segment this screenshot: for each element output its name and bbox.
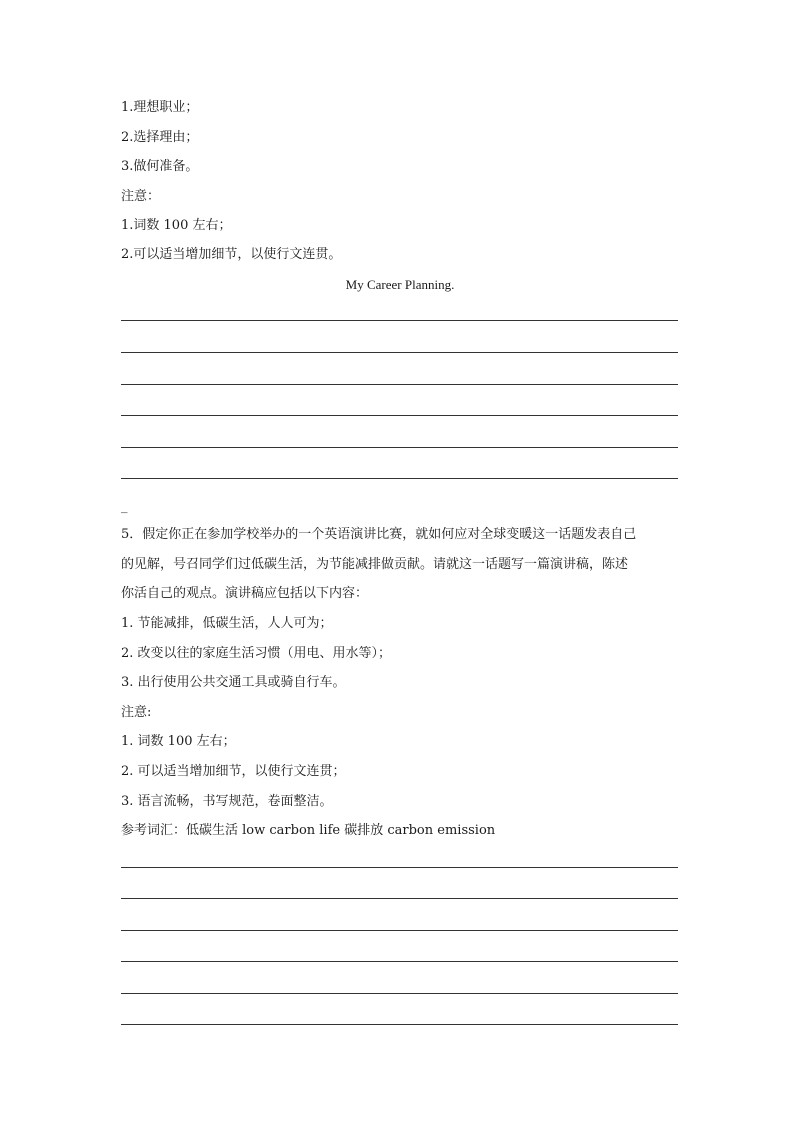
- note-add-details: 2.可以适当增加细节，以使行文连贯。: [121, 247, 342, 262]
- prompt-line: 你活自己的观点。演讲稿应包括以下内容：: [121, 586, 369, 601]
- answer-line: [121, 320, 678, 321]
- content-item-energy-saving: 1. 节能减排，低碳生活，人人可为；: [121, 616, 333, 631]
- answer-line: [121, 930, 678, 931]
- answer-line: [121, 993, 678, 994]
- answer-line: [121, 898, 678, 899]
- prompt-line: 5．假定你正在参加学校举办的一个英语演讲比赛，就如何应对全球变暖这一话题发表自己: [121, 527, 637, 542]
- note-add-details: 2. 可以适当增加细节，以使行文连贯；: [121, 764, 346, 779]
- essay-title: My Career Planning.: [345, 277, 455, 292]
- answer-line: [121, 478, 678, 479]
- requirement-reason: 2.选择理由；: [121, 130, 199, 145]
- reference-vocabulary: 参考词汇：低碳生活 low carbon life 碳排放 carbon emission: [121, 823, 496, 838]
- notes-label: 注意：: [121, 189, 161, 204]
- answer-line: [121, 352, 678, 353]
- requirement-preparation: 3.做何准备。: [121, 159, 199, 174]
- trailing-mark: _: [121, 499, 128, 514]
- prompt-line: 的见解，号召同学们过低碳生活，为节能减排做贡献。请就这一话题写一篇演讲稿，陈述: [121, 557, 629, 572]
- content-item-habits: 2. 改变以往的家庭生活习惯（用电、用水等）；: [121, 646, 392, 661]
- note-word-count: 1. 词数 100 左右；: [121, 734, 236, 749]
- answer-line: [121, 867, 678, 868]
- note-word-count: 1.词数 100 左右；: [121, 218, 232, 233]
- answer-line: [121, 1024, 678, 1025]
- answer-line: [121, 384, 678, 385]
- answer-line: [121, 961, 678, 962]
- content-item-transport: 3. 出行使用公共交通工具或骑自行车。: [121, 675, 346, 690]
- answer-line: [121, 447, 678, 448]
- answer-line: [121, 415, 678, 416]
- requirement-ideal-job: 1.理想职业；: [121, 100, 199, 115]
- notes-label: 注意:: [121, 705, 152, 720]
- note-neatness: 3. 语言流畅，书写规范，卷面整洁。: [121, 794, 333, 809]
